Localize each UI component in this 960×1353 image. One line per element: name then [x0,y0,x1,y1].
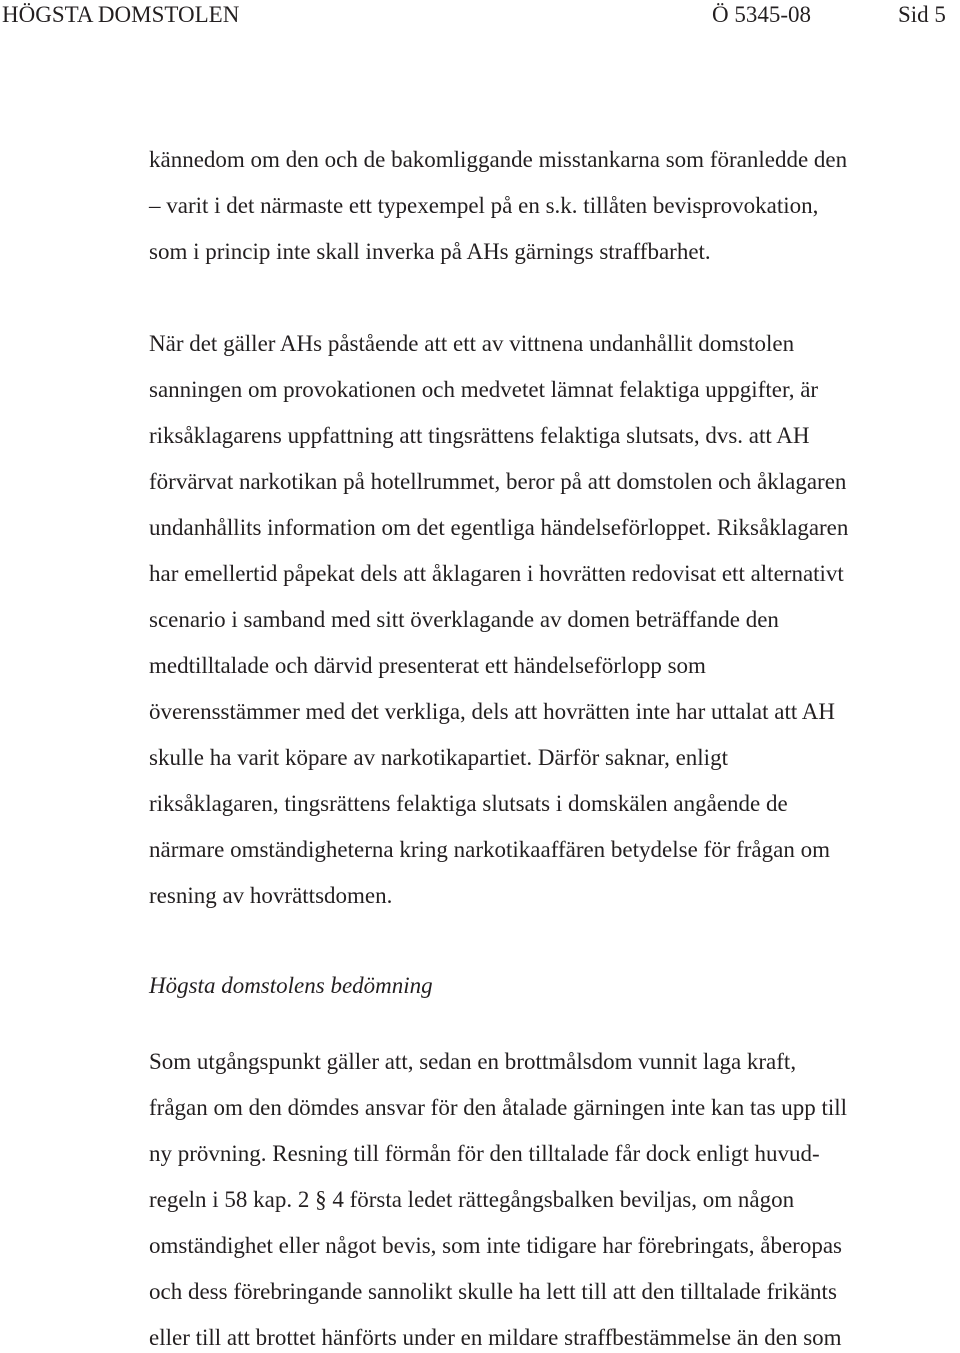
text-line: sanningen om provokationen och medvetet lämnat felaktiga uppgifter, är [149,377,819,402]
text-line: skulle ha varit köpare av narkotikapartiet. Därför saknar, enligt [149,745,728,770]
text-line: kännedom om den och de bakomliggande misstankarna som föranledde den [149,147,848,172]
text-line: regeln i 58 kap. 2 § 4 första ledet rättegångsbalken beviljas, om någon [149,1187,795,1212]
text-line: scenario i samband med sitt överklagande av domen beträffande den [149,607,779,632]
text-line: som i princip inte skall inverka på AHs gärnings straffbarhet. [149,239,711,264]
page-header [0,0,960,30]
text-line: riksåklagaren, tingsrättens felaktiga slutsats i domskälen angående de [149,791,788,816]
text-line: resning av hovrättsdomen. [149,883,393,908]
section-heading: Högsta domstolens bedömning [149,973,433,998]
text-line: närmare omständigheterna kring narkotikaaffären betydelse för frågan om [149,837,830,862]
text-line: ny prövning. Resning till förmån för den tilltalade får dock enligt huvud- [149,1141,820,1166]
text-line: har emellertid påpekat dels att åklagaren i hovrätten redovisat ett alternativt [149,561,844,586]
text-line: undanhållits information om det egentliga händelseförloppet. Riksåklagaren [149,515,849,540]
text-line: omständighet eller något bevis, som inte tidigare har förebringats, åberopas [149,1233,842,1258]
page-number: Sid 5 [898,2,946,27]
text-line: frågan om den dömdes ansvar för den åtalade gärningen inte kan tas upp till [149,1095,848,1120]
text-line: överensstämmer med det verkliga, dels att hovrätten inte har uttalat att AH [149,699,835,724]
text-line: – varit i det närmaste ett typexempel på en s.k. tillåten bevisprovokation, [149,193,819,218]
text-line: När det gäller AHs påstående att ett av vittnena undanhållit domstolen [149,331,795,356]
case-number: Ö 5345-08 [712,2,812,27]
text-line: Som utgångspunkt gäller att, sedan en brottmålsdom vunnit laga kraft, [149,1049,797,1074]
text-line: och dess förebringande sannolikt skulle ha lett till att den tilltalade frikänts [149,1279,837,1304]
court-name: HÖGSTA DOMSTOLEN [2,2,240,27]
text-line: medtilltalade och därvid presenterat ett händelseförlopp som [149,653,706,678]
text-line: eller till att brottet hänförts under en mildare straffbestämmelse än den som [149,1325,842,1350]
text-line: riksåklagarens uppfattning att tingsrättens felaktiga slutsats, dvs. att AH [149,423,810,448]
text-line: förvärvat narkotikan på hotellrummet, beror på att domstolen och åklagaren [149,469,847,494]
